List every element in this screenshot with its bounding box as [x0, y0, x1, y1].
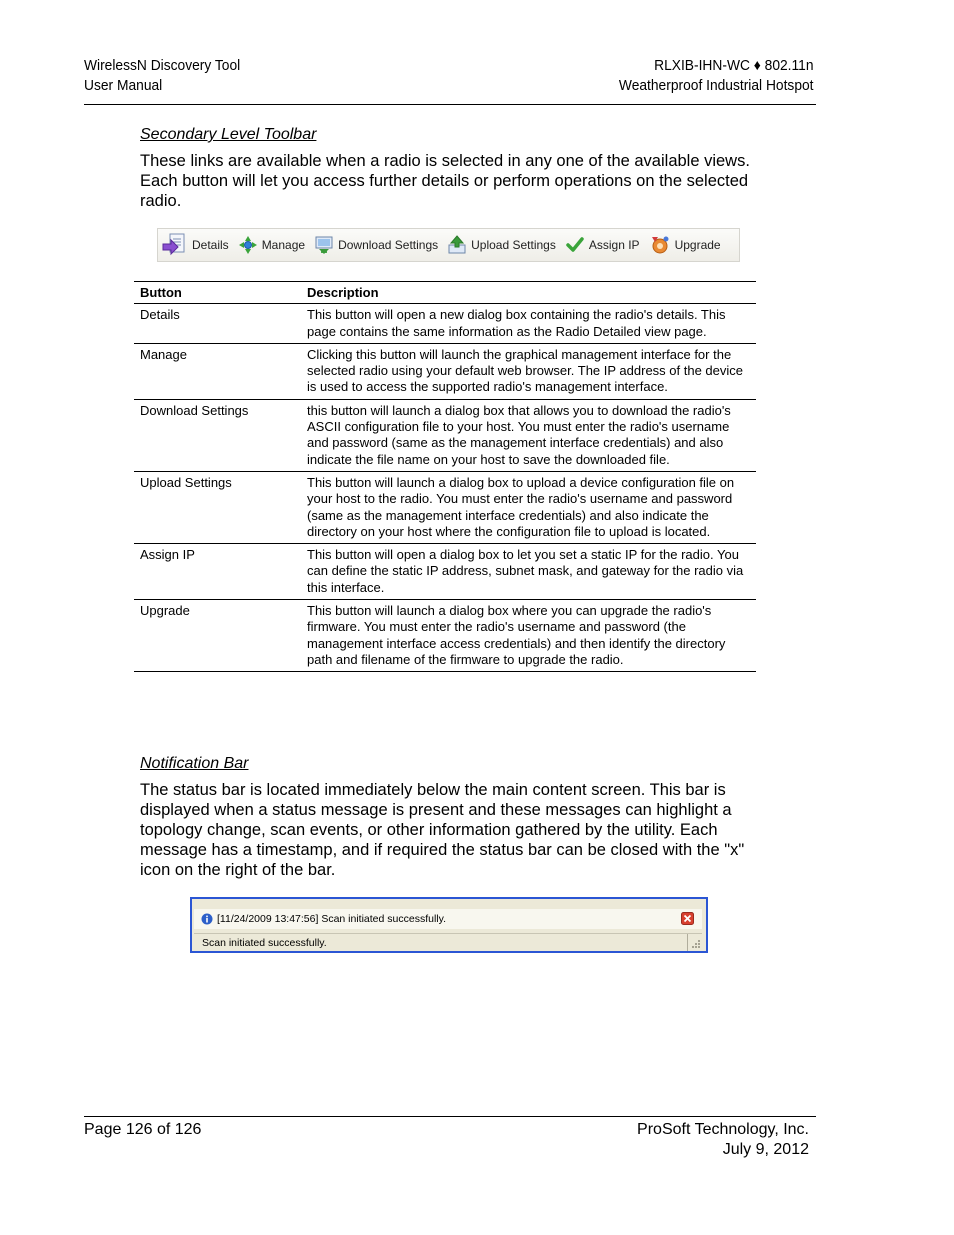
row-description: This button will launch a dialog box where you can upgrade the radio's firmware. You must enter the radio's username and password (the management interface access credentials) and then identify the directory path and filename of the firmware to upgrade the radio.	[301, 600, 756, 672]
row-description: This button will open a dialog box to let you set a static IP for the radio. You can define the static IP address, subnet mask, and gateway for the radio via this interface.	[301, 544, 756, 600]
secondary-toolbar	[157, 228, 740, 262]
row-button-name: Manage	[134, 343, 301, 399]
notification-message: [11/24/2009 13:47:56] Scan initiated successfully.	[217, 913, 447, 925]
row-description: This button will launch a dialog box to upload a device configuration file on your host to the radio. You must enter the radio's username and password (same as the management interface credentials) and also indicate the directory on your host where the configuration file to upload is located.	[301, 471, 756, 543]
manage-label: Manage	[261, 238, 306, 252]
product-model: RLXIB-IHN-WC ♦ 802.11n	[654, 57, 814, 74]
table-row	[134, 399, 756, 471]
notification-message-row	[194, 909, 702, 929]
upload-settings-icon	[447, 235, 467, 255]
download-settings-label: Download Settings	[338, 238, 439, 252]
manage-button[interactable]	[238, 235, 305, 255]
checkmark-icon	[565, 235, 585, 255]
details-icon	[162, 232, 188, 258]
table-row	[134, 343, 756, 399]
manage-icon	[238, 235, 258, 255]
table-row	[134, 544, 756, 600]
download-settings-icon	[314, 235, 334, 255]
upload-settings-label: Upload Settings	[471, 238, 556, 252]
section-paragraph-notification-bar: The status bar is located immediately below the main content screen. This bar is displayed when a status message is present and these messages can highlight a topology change, scan events, or other information gathered by the utility. Each message has a timestamp, and if required the status bar can be closed with the "x" icon on the right of the bar.	[140, 781, 745, 879]
row-description: Clicking this button will launch the graphical management interface for the selected radio using your default web browser. The IP address of the device is used to access the supported radio's management interface.	[301, 343, 756, 399]
close-icon[interactable]	[681, 912, 694, 925]
footer-divider	[84, 1116, 816, 1117]
section-paragraph-secondary-toolbar: These links are available when a radio is selected in any one of the available views. Each button will let you access further details or perform operations on the selected radio.	[140, 152, 750, 210]
row-button-name: Assign IP	[134, 544, 301, 600]
notification-bar	[190, 897, 708, 953]
table-row	[134, 304, 756, 344]
status-bar	[194, 933, 702, 951]
upload-settings-button[interactable]	[447, 235, 556, 255]
doc-subtitle: User Manual	[84, 77, 163, 94]
table-row	[134, 471, 756, 543]
download-settings-button[interactable]	[314, 235, 438, 255]
section-title-secondary-toolbar: Secondary Level Toolbar	[140, 126, 317, 143]
header-left	[84, 56, 240, 96]
row-button-name: Upload Settings	[134, 471, 301, 543]
table-header-row	[134, 282, 756, 304]
row-button-name: Download Settings	[134, 399, 301, 471]
header-divider	[84, 104, 816, 105]
details-label: Details	[192, 238, 229, 252]
column-header-description: Description	[301, 282, 756, 304]
resize-grip-icon[interactable]	[688, 934, 702, 951]
row-button-name: Details	[134, 304, 301, 344]
product-name: Weatherproof Industrial Hotspot	[619, 77, 814, 94]
row-button-name: Upgrade	[134, 600, 301, 672]
status-text: Scan initiated successfully.	[194, 934, 688, 951]
assign-ip-button[interactable]	[565, 235, 640, 255]
header-right	[619, 56, 814, 96]
doc-title: WirelessN Discovery Tool	[84, 57, 241, 74]
button-description-table	[134, 281, 756, 672]
section-title-notification-bar: Notification Bar	[140, 755, 249, 772]
column-header-button: Button	[134, 282, 301, 304]
page-number: Page 126 of 126	[84, 1121, 202, 1138]
publication-date: July 9, 2012	[722, 1141, 809, 1158]
upgrade-button[interactable]	[649, 235, 721, 255]
company-name: ProSoft Technology, Inc.	[637, 1121, 809, 1138]
row-description: This button will open a new dialog box containing the radio's details. This page contains the same information as the Radio Detailed view page.	[301, 304, 756, 344]
info-icon	[201, 913, 213, 925]
details-button[interactable]	[162, 232, 229, 258]
row-description: this button will launch a dialog box that allows you to download the radio's ASCII configuration file to your host. You must enter the radio's username and password (same as the management interface credentials) and also indicate the file name on your host to save the downloaded file.	[301, 399, 756, 471]
table-row	[134, 600, 756, 672]
upgrade-icon	[649, 235, 671, 255]
assign-ip-label: Assign IP	[588, 238, 640, 252]
upgrade-label: Upgrade	[674, 238, 721, 252]
footer-right	[637, 1120, 809, 1160]
